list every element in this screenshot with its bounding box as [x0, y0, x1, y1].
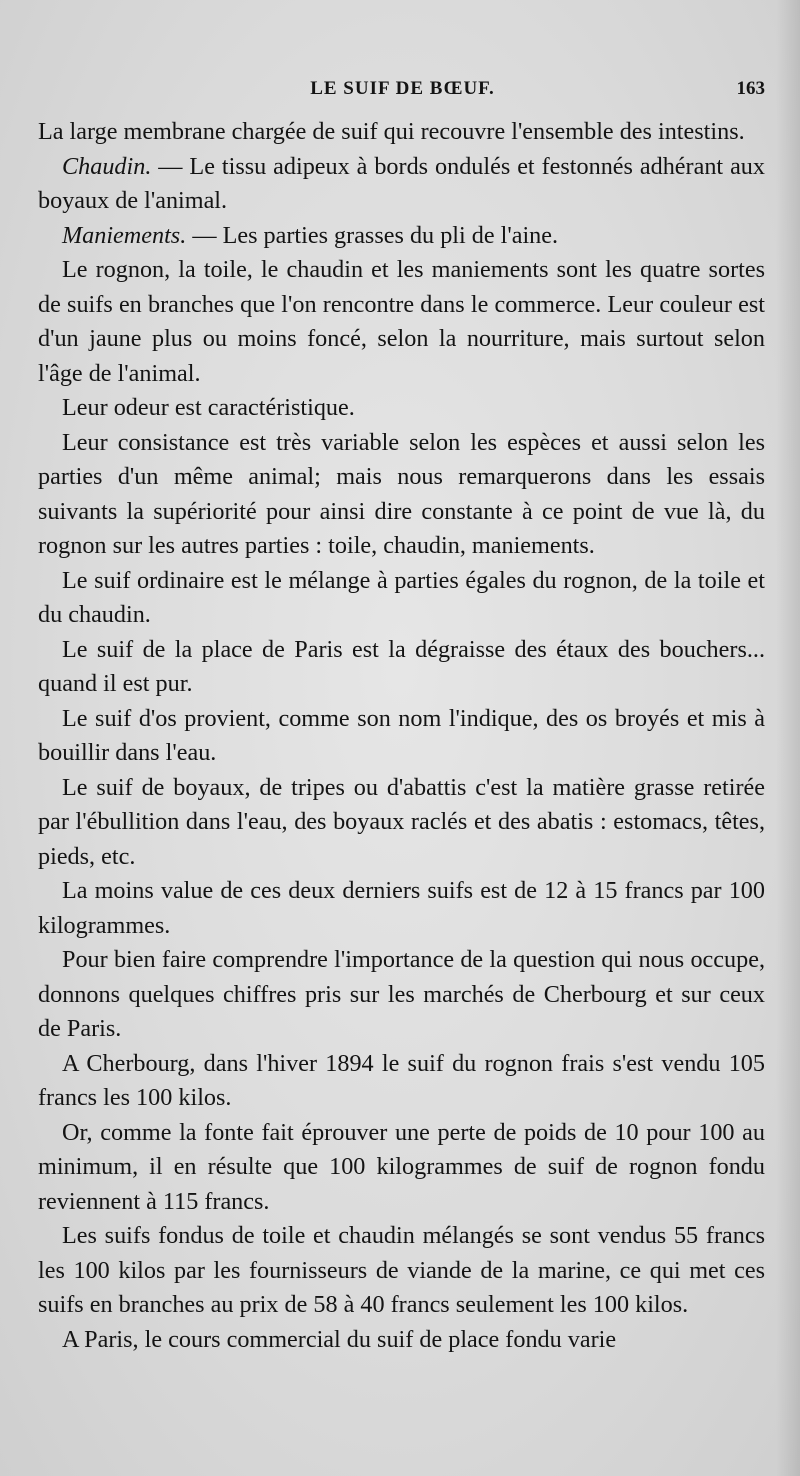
paragraph: La large membrane chargée de suif qui recouvre l'ensemble des intestins. [38, 118, 745, 145]
paragraph: Le suif de boyaux, de tripes ou d'abattis c'est la matière grasse retirée par l'ébullition dans l'eau, des boyaux raclés et des abatis : estomacs, têtes, pieds, etc. [38, 773, 765, 870]
definition-term: Maniements. [62, 221, 187, 249]
paragraph: Pour bien faire comprendre l'importance de la question qui nous occupe, donnons quelques chiffres pris sur les marchés de Cherbourg et sur ceux de Paris. [38, 946, 765, 1042]
paragraph: Le suif d'os provient, comme son nom l'indique, des os broyés et mis à bouillir dans l'eau. [38, 704, 765, 766]
page-edge-shadow [776, 0, 800, 1476]
running-title: LE SUIF DE BŒUF. [310, 78, 495, 99]
paragraph: Le suif de la place de Paris est la dégraisse des étaux des bouchers... quand il est pur. [38, 635, 765, 697]
paragraph: Le suif ordinaire est le mélange à parties égales du rognon, de la toile et du chaudin. [38, 566, 765, 628]
paragraph: Le rognon, la toile, le chaudin et les maniements sont les quatre sortes de suifs en branches que l'on rencontre dans le commerce. Leur couleur est d'un jaune plus ou moins foncé, selon la nourriture, mais surtout selon l'âge de l'animal. [38, 256, 765, 387]
paragraph: Chaudin. — Le tissu adipeux à bords ondulés et festonnés adhérant aux boyaux de l'animal. [38, 152, 765, 214]
paragraph: La moins value de ces deux derniers suifs est de 12 à 15 francs par 100 kilogrammes. [38, 877, 765, 939]
paragraph: Les suifs fondus de toile et chaudin mélangés se sont vendus 55 francs les 100 kilos par les fournisseurs de viande de la marine, ce qui met ces suifs en branches au prix de 58 à 40 francs seulement les 100 kilos. [38, 1222, 765, 1318]
paragraph: Or, comme la fonte fait éprouver une perte de poids de 10 pour 100 au minimum, il en résulte que 100 kilogrammes de suif de rognon fondu reviennent à 115 francs. [38, 1118, 765, 1215]
page-number: 163 [736, 78, 765, 99]
paragraph: Leur odeur est caractéristique. [62, 394, 355, 421]
definition-term: Chaudin. [62, 152, 152, 180]
paragraph: Leur consistance est très variable selon les espèces et aussi selon les parties d'un même animal; mais nous remarquerons dans les essais suivants la supériorité pour ainsi dire constante à ce point de vue là, du rognon sur les autres parties : toile, chaudin, maniements. [38, 428, 765, 559]
body-text [38, 115, 765, 1357]
paragraph: A Cherbourg, dans l'hiver 1894 le suif du rognon frais s'est vendu 105 francs les 100 kilos. [38, 1049, 765, 1111]
paragraph: Maniements. — Les parties grasses du pli de l'aine. [62, 221, 559, 249]
page-header [40, 78, 765, 108]
paragraph: A Paris, le cours commercial du suif de place fondu varie [62, 1325, 617, 1353]
